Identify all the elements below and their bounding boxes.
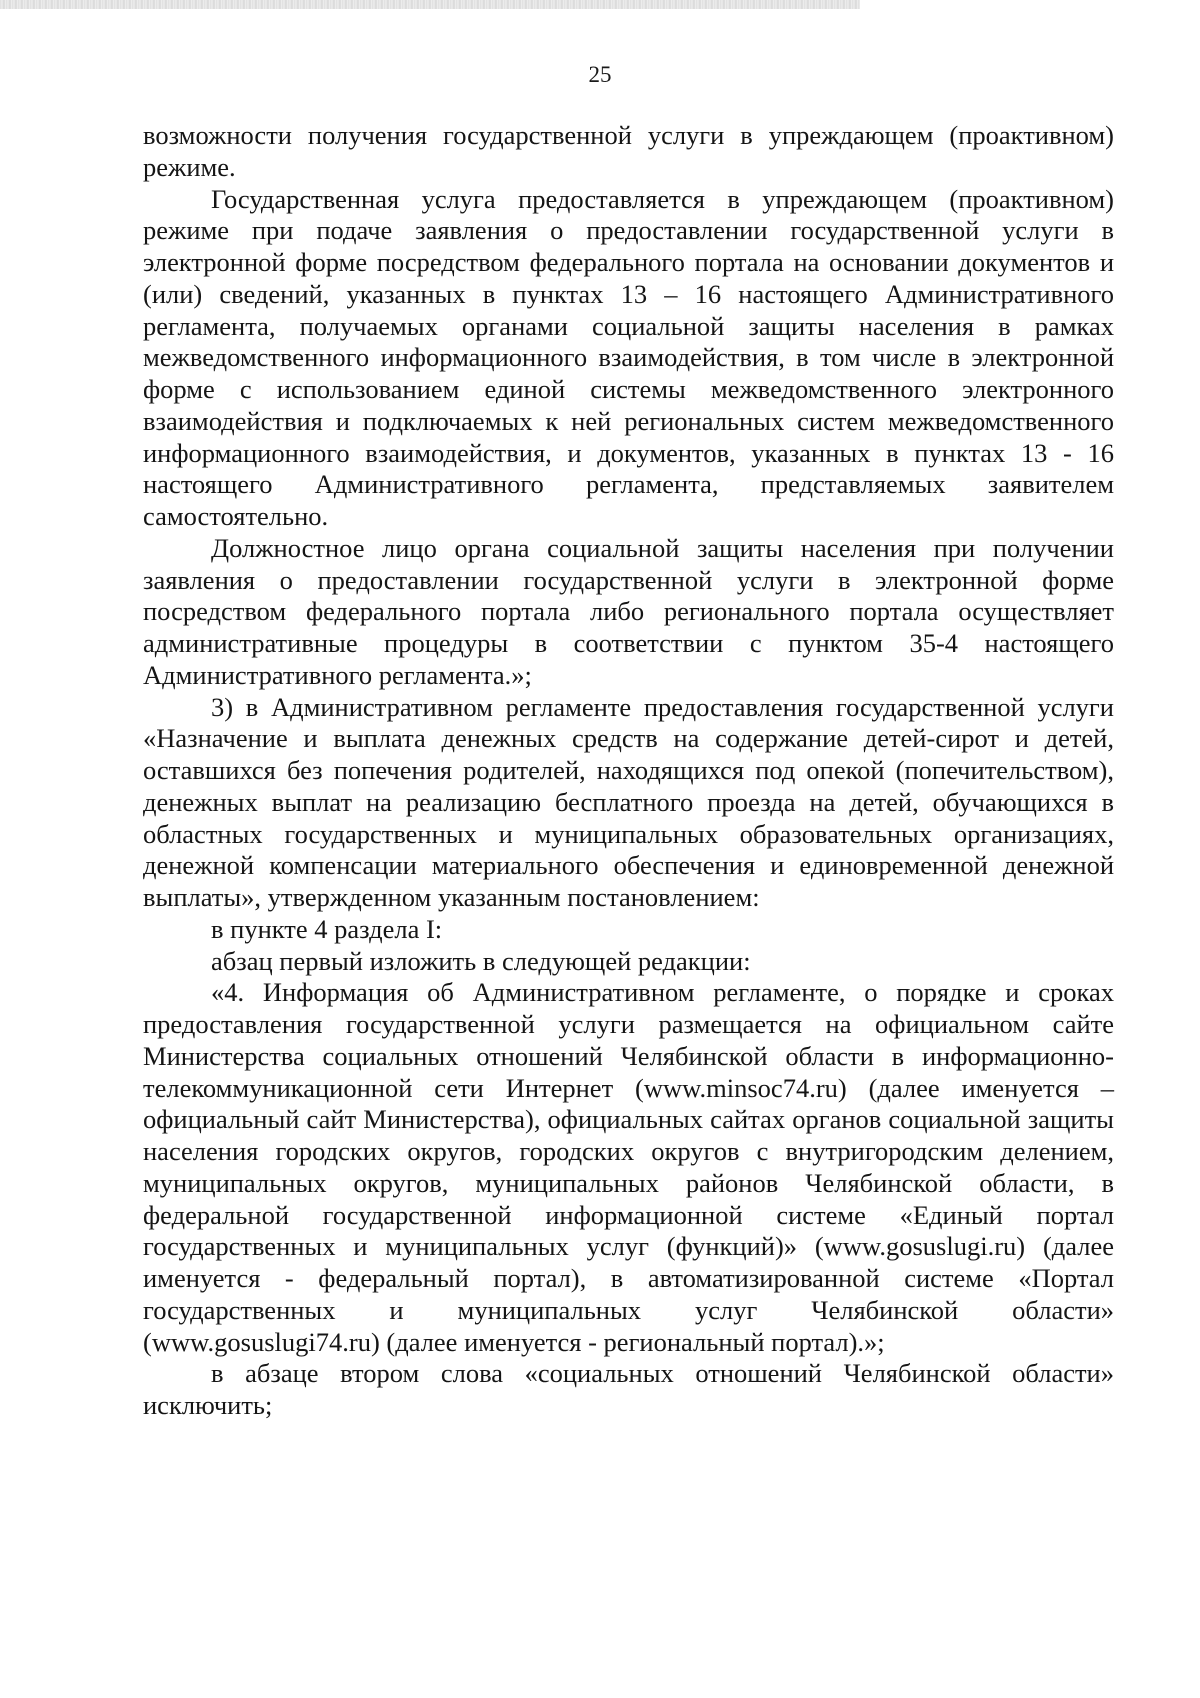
paragraph-information-text: «4. Информация об Административном регламенте, о порядке и сроках предоставления государственной услуги размещается на официальном сайте Министерства социальных отношений Челябинской области в информационно-телекоммуникационной сети Интернет (www.minsoc74.ru) (далее именуется – официальный сайт Министерства), официальных сайтах органов социальной защиты населения городских округов, городских округов с внутригородским делением, муниципальных округов, муниципальных районов Челябинской области, в федеральной государственной информационной системе «Единый портал государственных и муниципальных услуг (функций)» (www.gosuslugi.ru) (далее именуется - федеральный портал), в автоматизированной системе «Портал государственных и муниципальных услуг Челябинской области» (www.gosuslugi74.ru) (далее именуется - региональный портал).»; [143,977,1114,1357]
paragraph-item-3: 3) в Административном регламенте предоставления государственной услуги «Назначение и выплата денежных средств на содержание детей-сирот и детей, оставшихся без попечения родителей, находящихся под опекой (попечительством), денежных выплат на реализацию бесплатного проезда на детей, обучающихся в областных государственных и муниципальных образовательных организациях, денежной компенсации материального обеспечения и единовременной денежной выплаты», утвержденном указанным постановлением: [143,691,1114,912]
paragraph-first-abzac: абзац первый изложить в следующей редакции: [211,945,751,976]
scan-edge-artifact [0,0,860,9]
paragraph-continuation: возможности получения государственной услуги в упреждающем (проактивном) режиме. [143,120,1114,182]
paragraph-proactive-mode: Государственная услуга предоставляется в упреждающем (проактивном) режиме при подаче заявления о предоставлении государственной услуги в электронной форме посредством федерального портала на основании документов и (или) сведений, указанных в пунктах 13 – 16 настоящего Административного регламента, получаемых органами социальной защиты населения в рамках межведомственного информационного взаимодействия, в том числе в электронной форме с использованием единой системы межведомственного электронного взаимодействия и подключаемых к ней региональных систем межведомственного информационного взаимодействия, и документов, указанных в пунктах 13 - 16 настоящего Административного регламента, представляемых заявителем самостоятельно. [143,183,1114,531]
paragraph-second-abzac: в абзаце втором слова «социальных отношений Челябинской области» исключить; [143,1358,1114,1420]
paragraph-point-4: в пункте 4 раздела I: [211,913,443,944]
document-body [143,120,1114,1422]
paragraph-official-procedures: Должностное лицо органа социальной защиты населения при получении заявления о предоставлении государственной услуги в электронной форме посредством федерального портала либо регионального портала осуществляет административные процедуры в соответствии с пунктом 35-4 настоящего Административного регламента.»; [143,532,1114,690]
page-number: 25 [588,62,612,87]
